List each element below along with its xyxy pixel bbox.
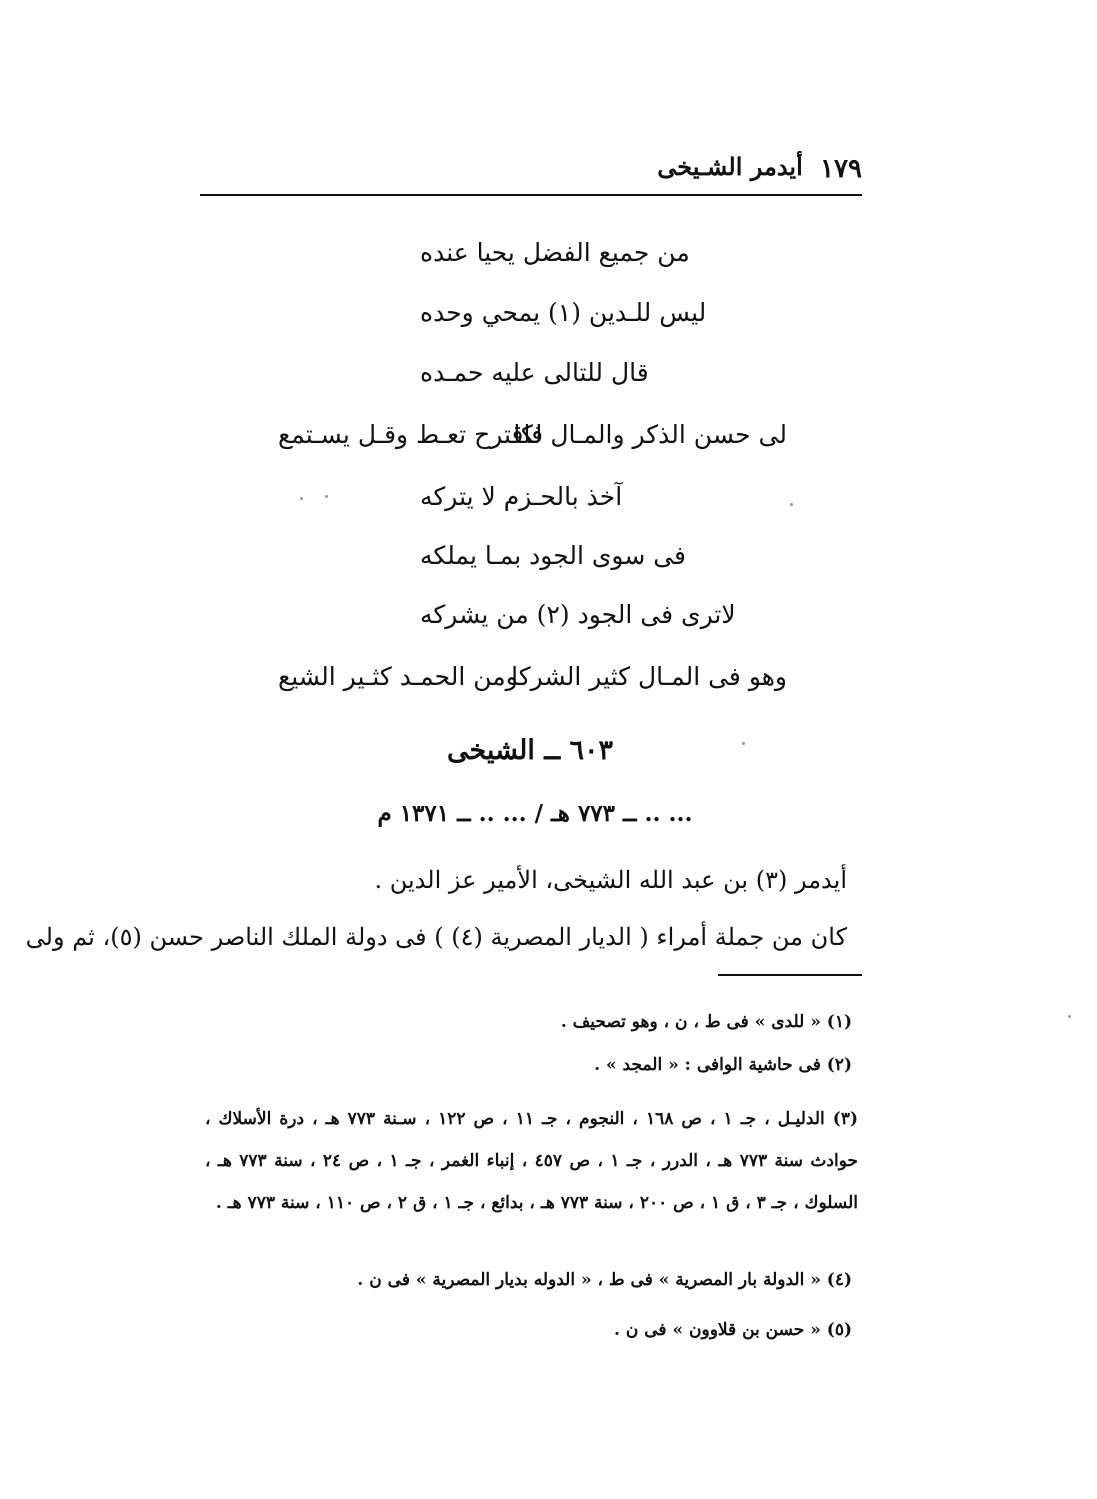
footnote: (٣) الدليـل ، جـ ١ ، ص ١٦٨ ، النجوم ، جـ ١١ ، ص ١٢٢ ، سـنة ٧٧٣ هـ ، درة الأسلاك ، حوادث سنة ٧٧٣ هـ ، الدرر ، جـ ١ ، ص ٤٥٧ ، إنباء الغمر ، جـ ١ ، ص ٢٤ ، سنة ٧٧٣ هـ ، السلوك ، جـ ٣ ، ق ١ ، ص ٢٠٠ ، سنة ٧٧٣ هـ ، بدائع ، جـ ١ ، ق ٢ ، ص ١١٠ ، سنة ٧٧٣ هـ . — [205, 1109, 859, 1213]
footnote: (٥) « حسن بن قلاوون » فى ن . — [614, 1320, 852, 1340]
verse-line: لاترى فى الجود (٢) من يشركه — [420, 600, 736, 629]
entry-heading: ٦٠٣ ــ الشيخى — [446, 735, 614, 766]
scan-speck — [300, 497, 303, 500]
verse-line: ليس للـدين (١) يمحي وحده — [420, 298, 707, 327]
footnote: (٤) « الدولة بار المصرية » فى ط ، « الدوله بديار المصرية » فى ن . — [357, 1270, 852, 1290]
verse-line: من جميع الفضل يحيا عنده — [420, 238, 690, 267]
running-title: أيدمر الشـيخى — [657, 152, 803, 181]
footnote: (١) « للدى » فى ط ، ن ، وهو تصحيف . — [560, 1012, 852, 1032]
scan-speck — [1068, 1015, 1071, 1018]
hemistich-right: وهو فى المـال كثير الشركا — [511, 662, 787, 691]
hemistich-left: ومن الحمـد كثـير الشيع — [278, 662, 518, 691]
page-number: ١٧٩ — [820, 154, 862, 184]
scan-speck — [325, 495, 328, 498]
scan-speck — [790, 503, 793, 506]
hemistich-left: فاقترح تعـط وقـل يسـتمع — [278, 420, 544, 449]
body-line: كان من جملة أمراء ( الديار المصرية (٤) ) فى دولة الملك الناصر حسن (٥)، ثم ولى — [25, 923, 847, 951]
verse-line: فى سوى الجود بمـا يملكه — [420, 541, 687, 570]
scan-speck — [742, 742, 745, 745]
footnote: (٢) فى حاشية الوافى : « المجد » . — [594, 1055, 852, 1075]
entry-dates: ... .. ــ ٧٧٣ هـ / ... .. ــ ١٣٧١ م — [377, 800, 693, 827]
hemistich-right: لى حسن الذكر والمـال لكا — [513, 420, 787, 449]
page-header — [200, 150, 862, 196]
verse-line: آخذ بالحـزم لا يتركه — [420, 482, 623, 511]
verse-line: قال للتالى عليه حمـده — [420, 358, 649, 387]
body-line: أيدمر (٣) بن عبد الله الشيخى، الأمير عز الدين . — [374, 866, 847, 894]
footnote-separator — [718, 974, 862, 976]
